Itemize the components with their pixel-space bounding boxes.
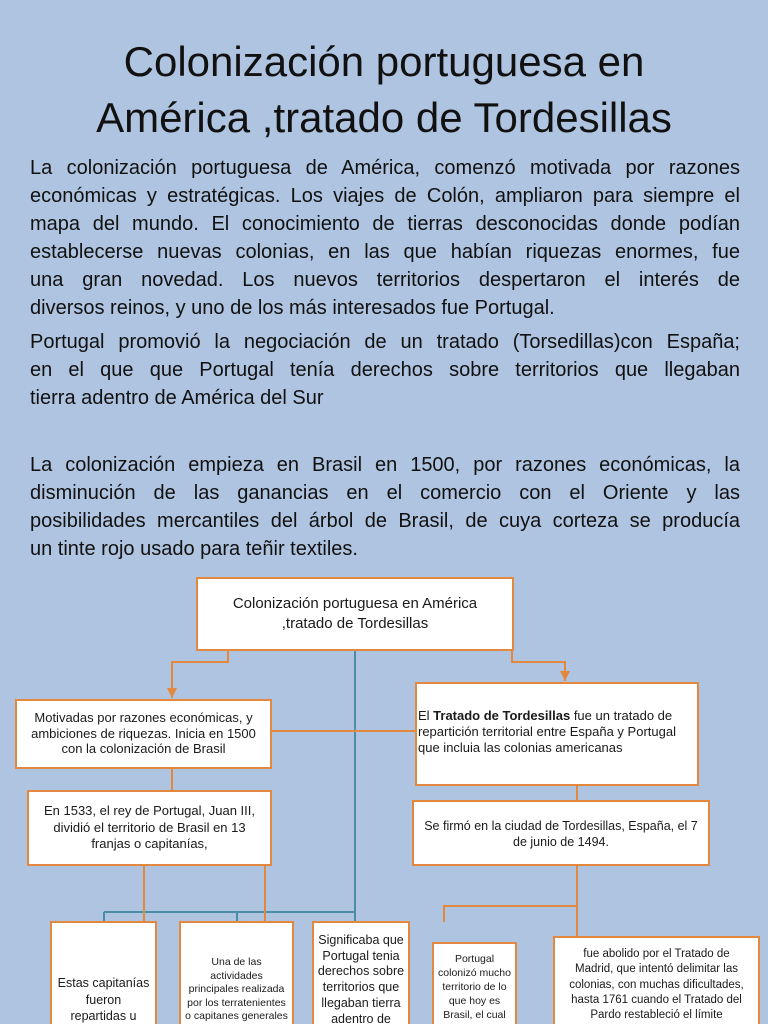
- paragraph-line: posibilidades mercantiles del árbol de Brasil, de cuya corteza se producía: [30, 510, 740, 532]
- concept-root-box: [196, 577, 514, 651]
- box-line: repartición territorial entre España y Portugal: [418, 724, 676, 739]
- connector-signed-to-colonized: [444, 906, 577, 922]
- box-line: Brasil, el cual: [443, 1009, 506, 1021]
- paragraph-line: económicas y estratégicas. Los viajes de Colón, ampliaron para siempre el: [30, 185, 740, 207]
- concept-motivations-box: [15, 699, 272, 769]
- treaty-name-bold: Tratado de Tordesillas: [433, 708, 571, 723]
- paragraph-line: La colonización empieza en Brasil en 1500, por razones económicas, la: [30, 454, 740, 476]
- paragraph-line: mapa del mundo. El conocimiento de tierras desconocidas donde podían: [30, 213, 740, 235]
- concept-abolished-box: [553, 936, 760, 1024]
- box-line: actividades: [210, 969, 263, 982]
- paragraph-line: en el que que Portugal tenía derechos sobre territorios que llegaban: [30, 359, 740, 381]
- connector-root-to-motivations: [172, 651, 228, 698]
- box-line-text: fue un tratado de: [570, 708, 673, 723]
- paragraph-brazil: [30, 451, 740, 563]
- box-line: Portugal tenia: [322, 948, 400, 963]
- title-line: Colonización portuguesa en: [123, 38, 645, 85]
- paragraph-line: un tinte rojo usado para teñir textiles.: [30, 538, 358, 560]
- box-line: hasta 1761 cuando el Tratado del: [571, 993, 742, 1006]
- box-line: territorio de lo: [442, 981, 507, 993]
- concept-activities-box: [179, 921, 294, 1024]
- box-line: de junio de 1494.: [513, 835, 609, 849]
- box-line: dividió el territorio de Brasil en 13: [53, 819, 246, 835]
- box-line: colonias, con muchas dificultades,: [569, 978, 744, 991]
- box-line: Portugal: [454, 953, 495, 965]
- connector-root-to-treaty: [512, 651, 565, 681]
- box-line: llegaban tierra: [321, 995, 401, 1010]
- concept-meaning-box: [312, 921, 410, 1024]
- box-line: franjas o capitanías,: [91, 836, 208, 851]
- box-line: ambiciones de riquezas. Inicia en 1500: [31, 725, 256, 741]
- box-line: repartidas u: [70, 1009, 137, 1023]
- box-line: fueron: [85, 992, 122, 1007]
- paragraph-line: establecerse nuevas colonias, en las que habían riquezas enormes, fue: [30, 241, 740, 263]
- box-line: [418, 708, 697, 724]
- box-line-text: El: [418, 708, 434, 723]
- box-line: por los terratenientes: [187, 996, 286, 1009]
- title-line: América ,tratado de Tordesillas: [96, 94, 672, 141]
- box-line: Pardo restableció el límite: [590, 1009, 723, 1022]
- box-line: Una de las: [211, 956, 262, 968]
- slide-title: [0, 34, 768, 146]
- paragraph-treaty: [30, 328, 740, 412]
- paragraph-line: diversos reinos, y uno de los más interesados fue Portugal.: [30, 297, 555, 319]
- box-line: territorios que: [322, 980, 400, 995]
- paragraph-line: La colonización portuguesa de América, comenzó motivada por razones: [30, 157, 740, 179]
- paragraph-line: Portugal promovió la negociación de un tratado (Torsedillas)con España;: [30, 331, 740, 353]
- concept-captaincies-1533-box: [27, 790, 272, 866]
- box-line: que incluia las colonias americanas: [418, 740, 623, 755]
- box-line: derechos sobre: [317, 964, 405, 979]
- concept-treaty-box: [415, 682, 699, 786]
- box-line: En 1533, el rey de Portugal, Juan III,: [43, 803, 256, 818]
- box-line: principales realizada: [188, 983, 285, 995]
- box-line: Se firmó en la ciudad de Tordesillas, España, el 7: [424, 819, 698, 833]
- box-line: Motivadas por razones económicas, y: [34, 710, 253, 725]
- box-line: ,tratado de Tordesillas: [281, 615, 429, 632]
- box-line: Estas capitanías: [57, 976, 150, 990]
- box-line: Colonización portuguesa en América: [232, 595, 478, 612]
- paragraph-line: tierra adentro de América del Sur: [30, 387, 324, 409]
- paragraph-line: disminución de las ganancias en el comercio con el Oriente y las: [30, 482, 740, 504]
- box-line: Madrid, que intentó delimitar las: [575, 963, 738, 976]
- paragraph-intro: [30, 154, 740, 322]
- box-line: Significaba que: [318, 933, 404, 947]
- box-line: con la colonización de Brasil: [61, 741, 226, 756]
- box-line: colonizó mucho: [438, 967, 511, 979]
- concept-colonized-box: [432, 942, 517, 1024]
- concept-signed-box: [412, 800, 710, 866]
- box-line: que hoy es: [448, 995, 501, 1007]
- paragraph-line: una gran novedad. Los nuevos territorios despertaron el interés de: [30, 269, 740, 291]
- box-line: fue abolido por el Tratado de: [583, 948, 730, 960]
- box-line: adentro de: [331, 1011, 391, 1024]
- concept-distribution-box: [50, 921, 157, 1024]
- box-line: o capitanes generales: [185, 1010, 288, 1022]
